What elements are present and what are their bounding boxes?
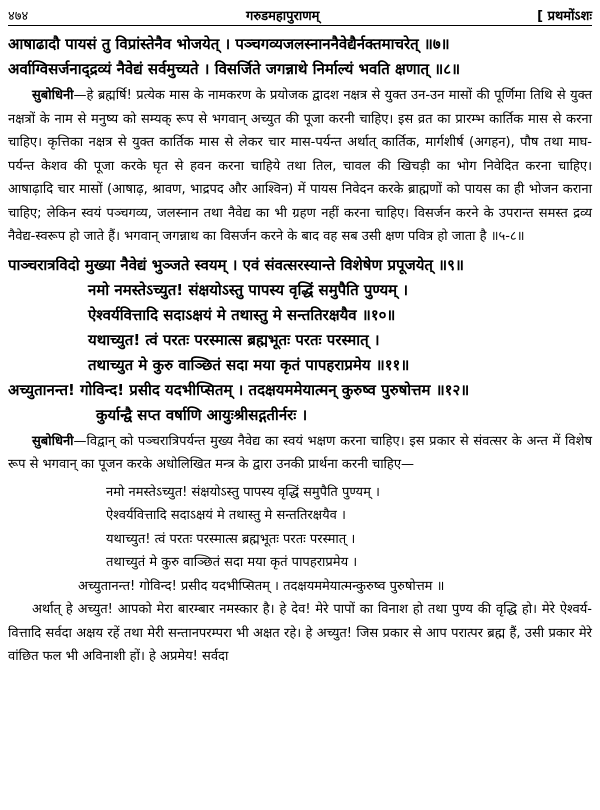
verse-line: नमो नमस्तेऽच्युत! संक्षयोऽस्तु पापस्य वृद्धिं समुपैति पुण्यम् । bbox=[88, 280, 409, 299]
mantra-block bbox=[8, 481, 592, 599]
verse-line: आषाढादौ पायसं तु विप्रांस्तेनैव भोजयेत् । पञ्चगव्यजलस्नाननैवेद्यैर्नक्तमाचरेत् ॥७॥ bbox=[8, 35, 450, 53]
verse-line: ऐश्वर्यवित्तादि सदाऽक्षयं मे तथास्तु मे सन्ततिरक्षयैव ॥१०॥ bbox=[88, 305, 396, 324]
commentary-text: —विद्वान् को पञ्चरात्रिपर्यन्त मुख्य नैवेद्य का स्वयं भक्षण करना चाहिए। इस प्रकार से संवत्सर के अन्त में विशेष रूप से भगवान् का पूजन करके अधोलिखित मन्त्र के द्वारा उनकी प्रार्थना करनी चाहिए— bbox=[8, 433, 592, 472]
verse-line: तथाच्युत मे कुरु वाञ्छितं सदा मया कृतं पापहराप्रमेय ॥११॥ bbox=[88, 355, 410, 374]
verse-line: अच्युतानन्त! गोविन्द! प्रसीद यदभीप्सितम् । तदक्षयममेयात्मन् कुरुष्व पुरुषोत्तम ॥१२॥ bbox=[8, 380, 470, 399]
commentary-block bbox=[8, 430, 592, 477]
mantra-line: यथाच्युत! त्वं परतः परस्मात्स ब्रह्मभूतः परतः परस्मात् । bbox=[106, 531, 356, 547]
verses-top bbox=[8, 32, 592, 82]
verses-middle bbox=[8, 253, 592, 428]
verse-line: कुर्यान्द्वै सप्त वर्षाणि आयुःश्रीसद्गतीर्नरः । bbox=[96, 405, 308, 424]
verse-line: अर्वाग्विसर्जनाद्द्रव्यं नैवेद्यं सर्वमुच्यते । विसर्जिते जगन्नाथे निर्माल्यं भवति क्षणात् ॥८॥ bbox=[8, 60, 461, 78]
mantra-line: तथाच्युतं मे कुरु वाञ्छितं सदा मया कृतं पापहराप्रमेय । bbox=[106, 555, 358, 570]
page-header bbox=[8, 0, 592, 26]
translation-paragraph: अर्थात् हे अच्युत! आपको मेरा बारम्बार नमस्कार है। हे देव! मेरे पापों का विनाश हो तथा पुण्य की वृद्धि हो। मेरे ऐश्वर्य-वित्तादि सर्वदा अक्षय रहें तथा मेरी सन्तानपरम्परा भी अक्षत रहे। हे अच्युत! जिस प्रकार से आप परात्पर ब्रह्म हैं, उसी प्रकार मेरे वांछित फल भी अविनाशी हों। हे अप्रमेय! सर्वदा bbox=[8, 602, 592, 664]
commentary-label: सुबोधिनी bbox=[32, 433, 74, 449]
mantra-line: नमो नमस्तेऽच्युत! संक्षयोऽस्तु पापस्य वृद्धिं समुपैति पुण्यम् । bbox=[106, 484, 380, 500]
page-number: ४७४ bbox=[8, 9, 29, 24]
verse-line: यथाच्युत! त्वं परतः परस्मात्स ब्रह्मभूतः परतः परस्मात् । bbox=[88, 330, 380, 349]
commentary-label: सुबोधिनी bbox=[32, 88, 74, 103]
verse-line: पाञ्चरात्रविदो मुख्या नैवेद्यं भुञ्जते स्वयम् । एवं संवत्सरस्यान्ते विशेषेण प्रपूजयेत् ॥९॥ bbox=[8, 255, 464, 274]
commentary-text: —हे ब्रह्मर्षि! प्रत्येक मास के नामकरण के प्रयोजक द्वादश नक्षत्र से युक्त उन-उन मासों की पूर्णिमा तिथि से युक्त नक्षत्रों के नाम से मनुष्य को सम्यक् रूप से भगवान् अच्युत की पूजा करनी चाहिए। इस व्रत का प्रारम्भ कार्तिक मास से करना चाहिए। कृत्तिका नक्षत्र से युक्त कार्तिक मास से लेकर चार मास-पर्यन्त अर्थात् कार्तिक, मार्गशीर्ष (अगहन), पौष तथा माघ-पर्यन्त केशव की पूजा करके घृत से हवन करना चाहिये तथा तिल, चावल की खिचड़ी का भोग निवेदित करना चाहिए। आषाढ़ादि चार मासों (आषाढ़, श्रावण, भाद्रपद और आश्विन) में पायस निवेदन करके ब्राह्मणों को पायस का ही भोजन कराना चाहिए; लेकिन स्वयं पञ्चगव्य, जलस्नान तथा नैवेद्य का भी ग्रहण नहीं करना चाहिए। विसर्जन करने के उपरान्त समस्त द्रव्य नैवेद्य-स्वरूप हो जाते हैं। भगवान् जगन्नाथ का विसर्जन करने के बाद वह सब उसी क्षण पवित्र हो जाता है ॥५-८॥ bbox=[8, 88, 592, 244]
book-title: गरुडमहापुराणम् bbox=[246, 9, 320, 24]
section-label: [ प्रथमोंऽशः bbox=[537, 9, 592, 24]
commentary-block bbox=[8, 84, 592, 249]
mantra-line: ऐश्वर्यवित्तादि सदाऽक्षयं मे तथास्तु मे सन्ततिरक्षयैव । bbox=[106, 508, 346, 523]
mantra-line: अच्युतानन्त! गोविन्द! प्रसीद यदभीप्सितम् । तदक्षयममेयात्मन्कुरुष्व पुरुषोत्तम ॥ bbox=[78, 578, 445, 594]
